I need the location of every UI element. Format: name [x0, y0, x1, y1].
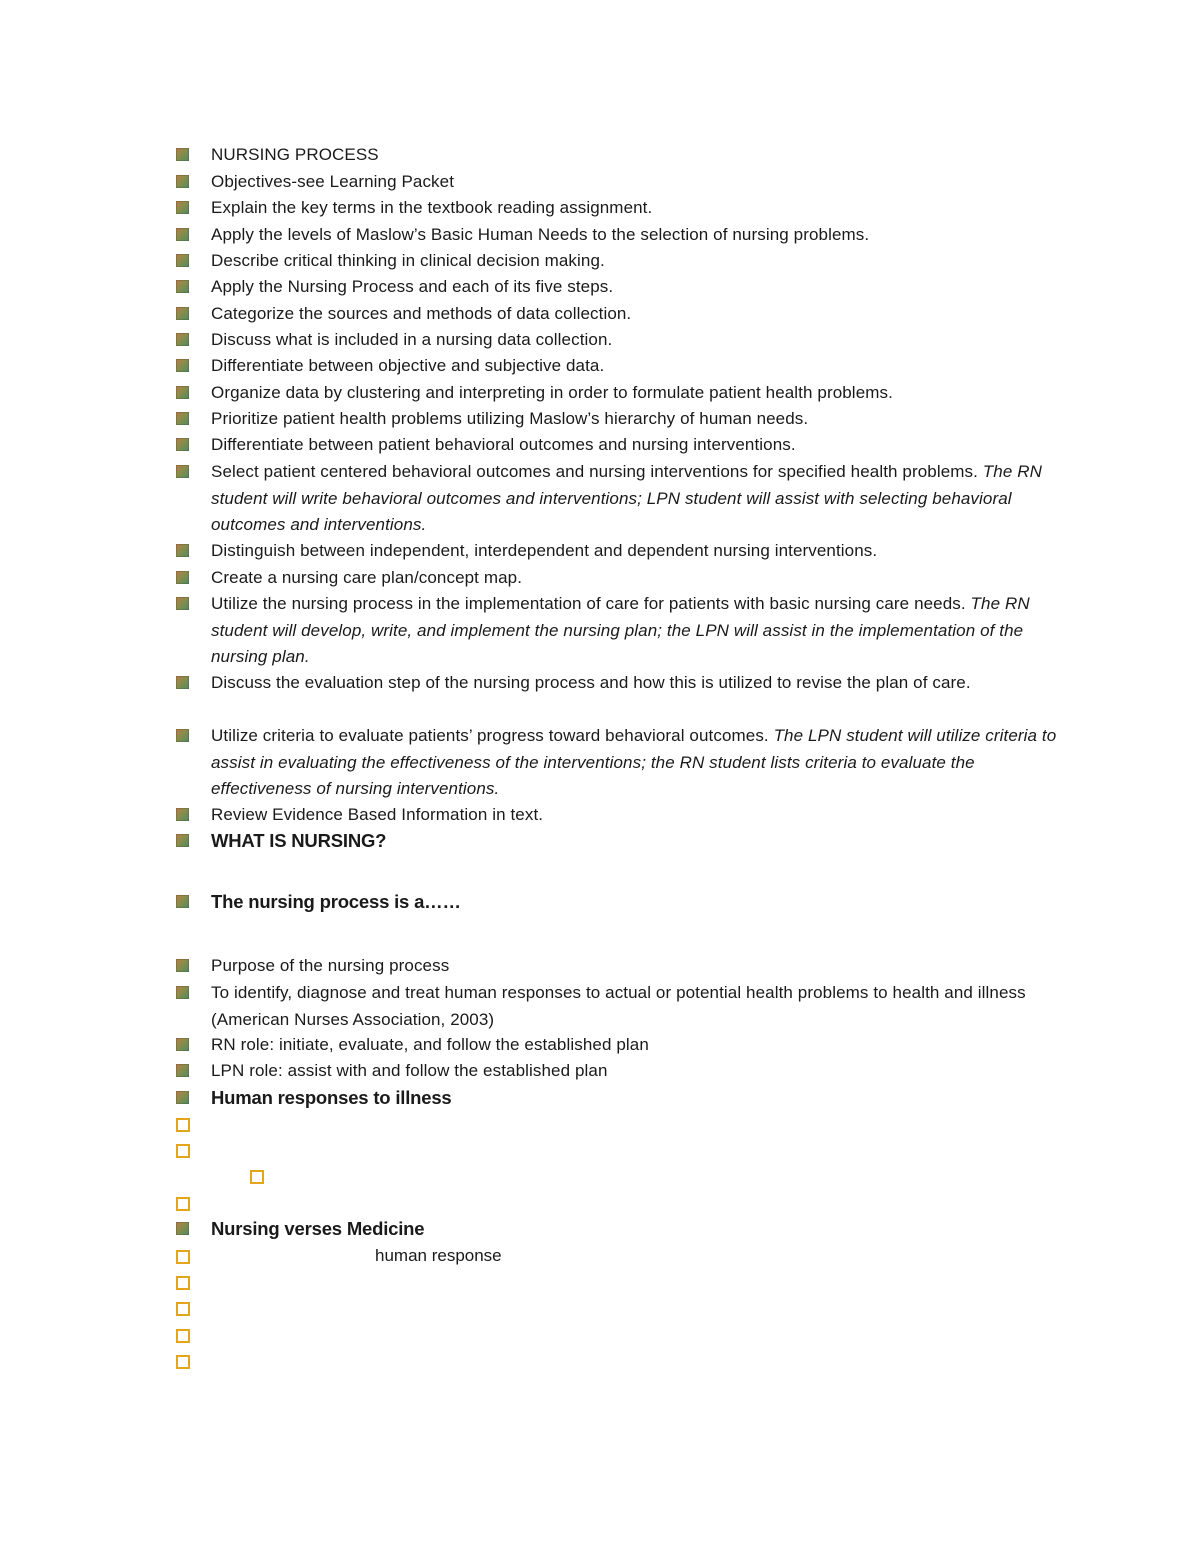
empty-checkbox-icon [176, 1276, 190, 1290]
list-item-text [211, 591, 1061, 671]
list-item-text: Objectives-see Learning Packet [211, 172, 455, 191]
section-heading: WHAT IS NURSING? [211, 830, 387, 851]
list-item-text: Distinguish between independent, interdependent and dependent nursing interventions. [211, 541, 878, 560]
square-bullet-icon [176, 280, 189, 293]
list-item-text [211, 459, 1061, 539]
square-bullet-icon [176, 438, 189, 451]
section-heading: The nursing process is a…… [211, 891, 461, 912]
list-item-text: NURSING PROCESS [211, 145, 379, 164]
list-item-text: Purpose of the nursing process [211, 956, 450, 975]
square-bullet-icon [176, 834, 189, 847]
empty-checkbox-icon [176, 1250, 190, 1264]
list-item-text: RN role: initiate, evaluate, and follow the established plan [211, 1035, 649, 1054]
list-item-italic-note: The RN student will write behavioral outcomes and interventions; LPN student will assist with selecting behavioral outcomes and interventions. [211, 462, 1042, 534]
square-bullet-icon [176, 676, 189, 689]
square-bullet-icon [176, 228, 189, 241]
square-bullet-icon [176, 1091, 189, 1104]
list-item-main-text: Select patient centered behavioral outcomes and nursing interventions for specified health problems. [211, 462, 983, 481]
section-heading: Human responses to illness [211, 1087, 452, 1108]
list-item-main-text: Utilize criteria to evaluate patients’ progress toward behavioral outcomes. [211, 726, 774, 745]
square-bullet-icon [176, 571, 189, 584]
square-bullet-icon [176, 808, 189, 821]
square-bullet-icon [176, 1038, 189, 1051]
square-bullet-icon [176, 729, 189, 742]
list-item-text: Discuss the evaluation step of the nursing process and how this is utilized to revise the plan of care. [211, 673, 971, 692]
square-bullet-icon [176, 544, 189, 557]
empty-checkbox-icon [176, 1118, 190, 1132]
list-item-italic-note: The LPN student will utilize criteria to assist in evaluating the effectiveness of the interventions; the RN student lists criteria to evaluate the effectiveness of nursing interventions. [211, 726, 1057, 798]
square-bullet-icon [176, 148, 189, 161]
empty-checkbox-icon [176, 1144, 190, 1158]
square-bullet-icon [176, 986, 189, 999]
list-item-text [211, 723, 1061, 803]
list-item-text: Create a nursing care plan/concept map. [211, 568, 523, 587]
list-item-text: Apply the Nursing Process and each of its five steps. [211, 277, 614, 296]
list-item-text: Describe critical thinking in clinical decision making. [211, 251, 605, 270]
human-response-text: human response [375, 1246, 502, 1265]
square-bullet-icon [176, 895, 189, 908]
square-bullet-icon [176, 254, 189, 267]
list-item-text: LPN role: assist with and follow the established plan [211, 1061, 608, 1080]
square-bullet-icon [176, 1222, 189, 1235]
list-item-text: Categorize the sources and methods of data collection. [211, 304, 632, 323]
square-bullet-icon [176, 597, 189, 610]
square-bullet-icon [176, 333, 189, 346]
square-bullet-icon [176, 175, 189, 188]
square-bullet-icon [176, 386, 189, 399]
list-item-main-text: Utilize the nursing process in the implementation of care for patients with basic nursing care needs. [211, 594, 971, 613]
empty-checkbox-icon [176, 1355, 190, 1369]
empty-checkbox-icon [176, 1302, 190, 1316]
empty-checkbox-icon [176, 1197, 190, 1211]
list-item-text: Differentiate between patient behavioral outcomes and nursing interventions. [211, 435, 796, 454]
list-item-text: Differentiate between objective and subjective data. [211, 356, 605, 375]
empty-checkbox-icon [250, 1170, 264, 1184]
list-item-text: Explain the key terms in the textbook reading assignment. [211, 198, 653, 217]
section-heading: Nursing verses Medicine [211, 1218, 425, 1239]
square-bullet-icon [176, 201, 189, 214]
list-item-text: Prioritize patient health problems utilizing Maslow’s hierarchy of human needs. [211, 409, 809, 428]
square-bullet-icon [176, 1064, 189, 1077]
list-item-italic-note: The RN student will develop, write, and implement the nursing plan; the LPN will assist in the implementation of the nursing plan. [211, 594, 1030, 666]
list-item-text: Discuss what is included in a nursing data collection. [211, 330, 613, 349]
list-item-text: Apply the levels of Maslow’s Basic Human Needs to the selection of nursing problems. [211, 225, 870, 244]
square-bullet-icon [176, 359, 189, 372]
square-bullet-icon [176, 959, 189, 972]
list-item-text: To identify, diagnose and treat human responses to actual or potential health problems to health and illness (American Nurses Association, 2003) [211, 983, 1026, 1029]
empty-checkbox-icon [176, 1329, 190, 1343]
square-bullet-icon [176, 465, 189, 478]
square-bullet-icon [176, 412, 189, 425]
list-item-text: Review Evidence Based Information in text. [211, 805, 544, 824]
square-bullet-icon [176, 307, 189, 320]
list-item-text: Organize data by clustering and interpreting in order to formulate patient health problems. [211, 383, 893, 402]
